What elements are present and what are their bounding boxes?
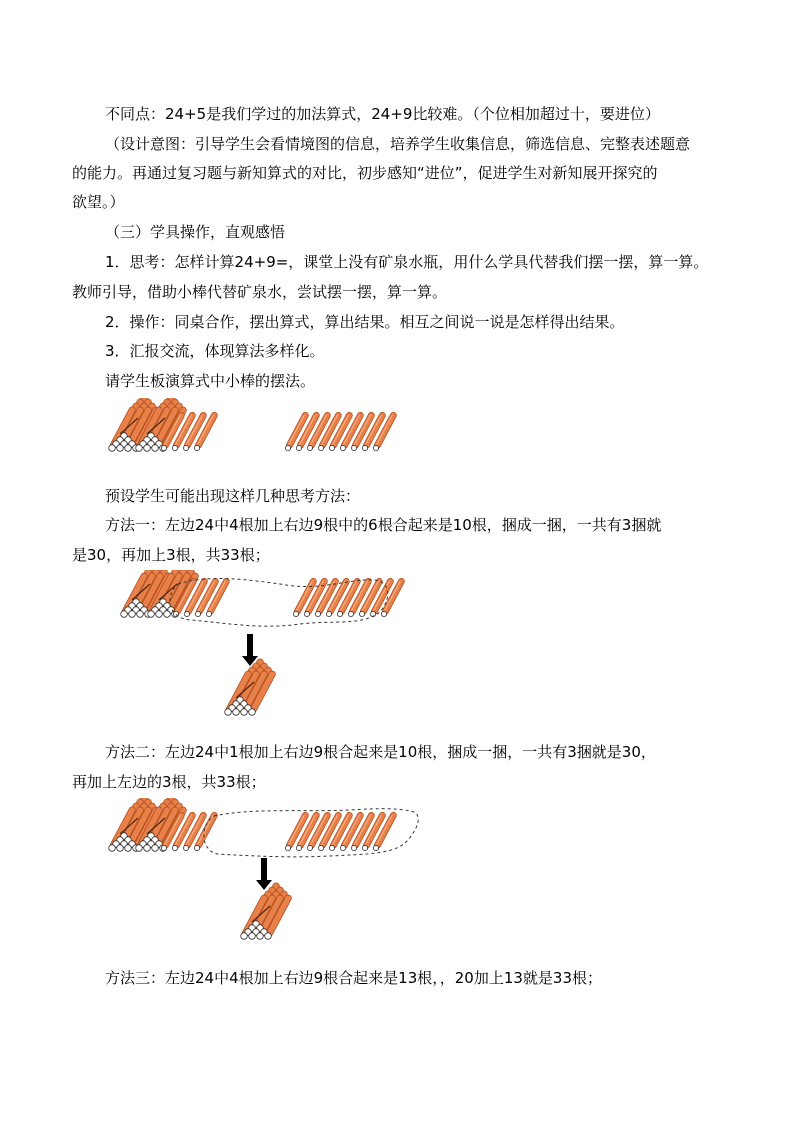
- text-line-1: 不同点：24+5是我们学过的加法算式，24+9比较难。（个位相加超过十，要进位）: [105, 105, 660, 123]
- text-line-11: 预设学生可能出现这样几种思考方法：: [105, 487, 361, 505]
- text-line-13: 是30，再加上3根，共33根；: [72, 546, 270, 564]
- text-line-8: 2．操作：同桌合作，摆出算式，算出结果。相互之间说一说是怎样得出结果。: [105, 313, 625, 331]
- down-arrow: [256, 858, 272, 890]
- text-line-16: 方法三：左边24中4根加上右边9根合起来是13根，，20加上13就是33根；: [105, 969, 603, 987]
- text-line-3: 的能力。再通过复习题与新知算式的对比，初步感知“进位”，促进学生对新知展开探究的: [72, 164, 658, 182]
- text-line-2: （设计意图：引导学生会看情境图的信息，培养学生收集信息，筛选信息、完整表述题意: [105, 135, 691, 153]
- result-bundle: [225, 658, 277, 715]
- text-line-4: 欲望。）: [72, 193, 125, 211]
- text-line-9: 3．汇报交流，体现算法多样化。: [105, 342, 325, 360]
- text-line-15: 再加上左边的3根，共33根；: [72, 773, 266, 791]
- down-arrow: [242, 634, 258, 666]
- sticks-figure-2: [100, 570, 430, 725]
- text-line-7: 教师引导，借助小棒代替矿泉水，尝试摆一摆，算一算。: [72, 283, 448, 301]
- sticks-figure-1: [100, 398, 430, 468]
- text-line-10: 请学生板演算式中小棒的摆法。: [105, 372, 316, 390]
- result-bundle: [241, 882, 293, 939]
- sticks-figure-3: [100, 798, 440, 946]
- section-heading: （三）学具操作，直观感悟: [105, 223, 286, 241]
- text-line-14: 方法二：左边24中1根加上右边9根合起来是10根，捆成一捆，一共有3捆就是30，: [105, 743, 656, 761]
- text-line-12: 方法一：左边24中4根加上右边9根中的6根合起来是10根，捆成一捆，一共有3捆就: [105, 516, 662, 534]
- text-line-6: 1．思考：怎样计算24+9=，课堂上没有矿泉水瓶，用什么学具代替我们摆一摆，算一算。: [105, 253, 709, 271]
